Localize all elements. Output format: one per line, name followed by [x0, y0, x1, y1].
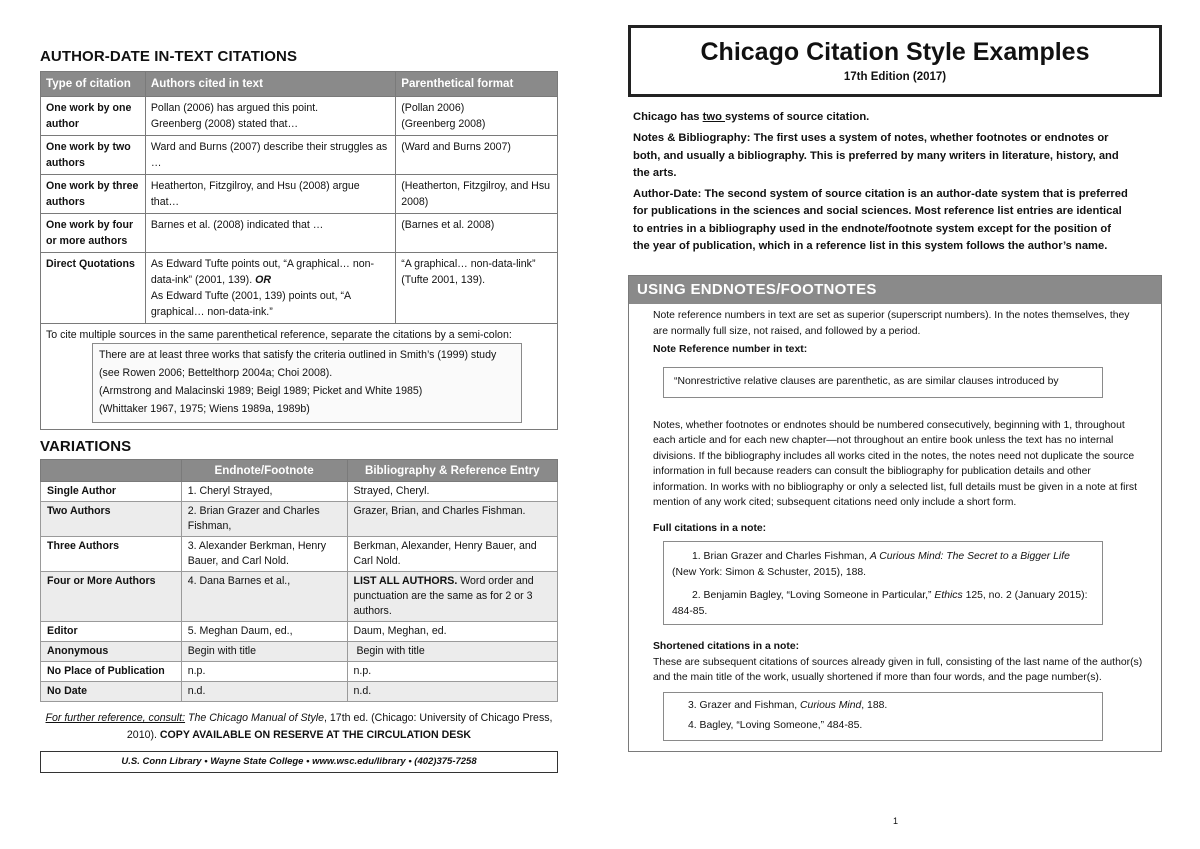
short-citation: [688, 696, 1094, 716]
variation-label: Three Authors: [41, 537, 182, 572]
paren-example: (Barnes et al. 2008): [396, 214, 558, 253]
citation-table: [40, 71, 558, 324]
full2-title: Ethics: [934, 590, 963, 602]
variation-label: Two Authors: [41, 502, 182, 537]
full2-b: 125, no. 2 (January 2015): 484-85.: [672, 590, 1088, 618]
bib-entry: Daum, Meghan, ed.: [347, 622, 558, 642]
text-example: As Edward Tufte (2001, 139) points out, “A graphical… non-data-ink.”: [150, 290, 351, 318]
page-title: Chicago Citation Style Examples: [700, 38, 1090, 66]
bib-entry: Berkman, Alexander, Henry Bauer, and Carl Nold.: [347, 537, 558, 572]
variation-label: Single Author: [41, 482, 182, 502]
table-row: [41, 622, 558, 642]
text-example: Pollan (2006) has argued this point.: [150, 102, 319, 114]
table-row: [41, 175, 558, 214]
table-row: [41, 502, 558, 537]
full2-a: 2. Benjamin Bagley, “Loving Someone in Particular,”: [692, 590, 935, 602]
variation-label: No Date: [41, 682, 182, 702]
left-page: [40, 48, 558, 773]
intro-line: [633, 109, 1128, 126]
multi-examples-box: [92, 343, 522, 423]
var-header-note: Endnote/Footnote: [181, 460, 347, 482]
var-header-bib: Bibliography & Reference Entry: [347, 460, 558, 482]
right-page: [628, 25, 1162, 752]
multi-note-text: To cite multiple sources in the same parenthetical reference, separate the citations by a semi-colon:: [46, 329, 512, 341]
list-all-authors: LIST ALL AUTHORS.: [353, 575, 458, 587]
short1-title: Curious Mind: [800, 699, 862, 711]
note-entry: 3. Alexander Berkman, Henry Bauer, and Carl Nold.: [181, 537, 347, 572]
authors-cell: [145, 253, 395, 324]
citation-type: One work by one author: [41, 97, 146, 136]
full-citation: [672, 588, 1094, 620]
endnotes-body: [629, 304, 1161, 751]
text-example: Heatherton, Fitzgilroy, and Hsu (2008) argue that…: [145, 175, 395, 214]
full-citations-label: Full citations in a note:: [653, 522, 767, 534]
further-label: For further reference, consult:: [45, 712, 186, 724]
short-citations-para: These are subsequent citations of sources already given in full, consisting of the last name of the author(s) and the main title of the work, usually shortened if more than four words, and the page number(s).: [653, 656, 1143, 684]
citation-table-header: [41, 72, 558, 97]
note-entry: n.p.: [181, 662, 347, 682]
or-word: OR: [255, 274, 271, 286]
variation-label: No Place of Publication: [41, 662, 182, 682]
multiple-sources-note: [40, 324, 558, 430]
intro-a: Chicago has: [633, 111, 703, 123]
note-entry: 2. Brian Grazer and Charles Fishman,: [181, 502, 347, 537]
paren-example: (Ward and Burns 2007): [396, 136, 558, 175]
bib-entry: [347, 572, 558, 622]
edition-subtitle: 17th Edition (2017): [843, 71, 947, 83]
endnotes-intro: Note reference numbers in text are set as superior (superscript numbers). In the notes themselves, they are normally full size, not raised, and followed by a period.: [653, 310, 1130, 337]
note-ref-label: Note Reference number in text:: [653, 344, 808, 356]
variation-label: Four or More Authors: [41, 572, 182, 622]
col-header-authors: Authors cited in text: [145, 72, 395, 97]
intro-b: systems of source citation.: [725, 111, 870, 123]
short-citations-box: [663, 692, 1103, 741]
table-row: [41, 253, 558, 324]
numbering-para: Notes, whether footnotes or endnotes should be numbered consecutively, beginning with 1, throughout each article and for each new chapter—not throughout an entire book unless the text has no internal divisions. If the bibliography includes all works cited in the notes, the notes need not duplicate the source information in full because readers can consult the bibliography for publication details and other information. In works with no bibliography or only a selected list, full details must be given in a note at first mention of any work cited; subsequent citations need only include a short form.: [653, 419, 1137, 509]
bib-entry: Strayed, Cheryl.: [347, 482, 558, 502]
manual-title: The Chicago Manual of Style: [188, 712, 325, 724]
intro-two: two: [702, 111, 726, 123]
variations-header: [41, 460, 558, 482]
table-row: [41, 682, 558, 702]
note-entry: 5. Meghan Daum, ed.,: [181, 622, 347, 642]
further-reference: [40, 710, 558, 744]
full1-b: (New York: Simon & Schuster, 2015), 188.: [672, 567, 867, 579]
variations-title: VARIATIONS: [40, 438, 132, 455]
citation-type: One work by two authors: [41, 136, 146, 175]
table-row: [41, 662, 558, 682]
paren-cell: [396, 97, 558, 136]
paren-example: (Heatherton, Fitzgilroy, and Hsu 2008): [396, 175, 558, 214]
library-footer: U.S. Conn Library • Wayne State College • www.wsc.edu/library • (402)375-7258: [40, 751, 558, 773]
table-row: [41, 537, 558, 572]
note-entry: 4. Dana Barnes et al.,: [181, 572, 347, 622]
author-date-title: AUTHOR-DATE IN-TEXT CITATIONS: [40, 48, 298, 65]
paren-example: “A graphical… non-data-link” (Tufte 2001, 139).: [396, 253, 558, 324]
bib-entry: n.d.: [347, 682, 558, 702]
table-row: [41, 97, 558, 136]
multi-example: (Whittaker 1967, 1975; Wiens 1989a, 1989b): [99, 403, 310, 415]
table-row: [41, 642, 558, 662]
var-header-empty: [41, 460, 182, 482]
bib-entry: Grazer, Brian, and Charles Fishman.: [347, 502, 558, 537]
table-row: [41, 572, 558, 622]
col-header-type: Type of citation: [41, 72, 146, 97]
table-row: [41, 482, 558, 502]
paren-example: (Pollan 2006): [401, 102, 465, 114]
full-citation: [672, 549, 1094, 581]
author-date-para: Author-Date: The second system of source citation is an author-date system that is preferred for publications in the sciences and social sciences. Most reference list entries are identical to entries in a bibliography used in the endnote/footnote system except for the position of the year of publication, which in a reference list in this system follows the author’s name.: [633, 188, 1128, 253]
title-box: [628, 25, 1162, 97]
endnotes-heading: USING ENDNOTES/FOOTNOTES: [629, 276, 1161, 304]
note-entry: 1. Cheryl Strayed,: [181, 482, 347, 502]
col-header-parenthetical: Parenthetical format: [396, 72, 558, 97]
endnotes-section: [628, 275, 1162, 752]
note-entry: n.d.: [181, 682, 347, 702]
paren-example: (Greenberg 2008): [401, 118, 486, 130]
quote-example-1: As Edward Tufte points out, “A graphical… non-data-ink” (2001, 139).: [150, 258, 375, 286]
page-number: 1: [893, 816, 899, 826]
variation-label: Editor: [41, 622, 182, 642]
reserve-note: COPY AVAILABLE ON RESERVE AT THE CIRCULATION DESK: [159, 729, 472, 741]
quote-example-box: “Nonrestrictive relative clauses are parenthetic, as are similar clauses introduced by: [663, 367, 1103, 398]
text-example: Ward and Burns (2007) describe their struggles as …: [145, 136, 395, 175]
variations-table: [40, 459, 558, 702]
further-rest: , 17th ed. (Chicago: University of Chicago Press, 2010).: [126, 712, 553, 741]
text-example: Barnes et al. (2008) indicated that …: [145, 214, 395, 253]
intro-section: [628, 109, 1162, 255]
citation-type: One work by four or more authors: [41, 214, 146, 253]
bib-entry: n.p.: [347, 662, 558, 682]
bib-entry: Begin with title: [347, 642, 558, 662]
short1-b: , 188.: [861, 699, 888, 711]
multi-example: (Armstrong and Malacinski 1989; Beigl 1989; Picket and White 1985): [99, 385, 423, 397]
full1-a: 1. Brian Grazer and Charles Fishman,: [692, 551, 870, 563]
variation-label: Anonymous: [41, 642, 182, 662]
full-citations-box: [663, 541, 1103, 625]
authors-cell: [145, 97, 395, 136]
table-row: [41, 136, 558, 175]
table-row: [41, 214, 558, 253]
short1-a: 3. Grazer and Fishman,: [688, 699, 801, 711]
citation-type: Direct Quotations: [41, 253, 146, 324]
bib-entry-rest: Word order and punctuation are the same as for 2 or 3 authors.: [353, 575, 534, 617]
full1-title: A Curious Mind: The Secret to a Bigger Life: [869, 551, 1070, 563]
text-example: [151, 256, 390, 288]
text-example: Greenberg (2008) stated that…: [150, 118, 299, 130]
citation-type: One work by three authors: [41, 175, 146, 214]
note-entry: Begin with title: [181, 642, 347, 662]
short-citations-label: Shortened citations in a note:: [653, 641, 800, 653]
notes-bibliography-para: Notes & Bibliography: The first uses a system of notes, whether footnotes or endnotes or both, and usually a bibliography. This is preferred by many writers in literature, history, and the arts.: [633, 132, 1119, 179]
short-citation: 4. Bagley, “Loving Someone,” 484-85.: [688, 719, 863, 731]
multi-example: There are at least three works that satisfy the criteria outlined in Smith’s (1999) study (see Rowen 2006; Bettelthorp 2004a; Choi 2008).: [99, 349, 497, 379]
